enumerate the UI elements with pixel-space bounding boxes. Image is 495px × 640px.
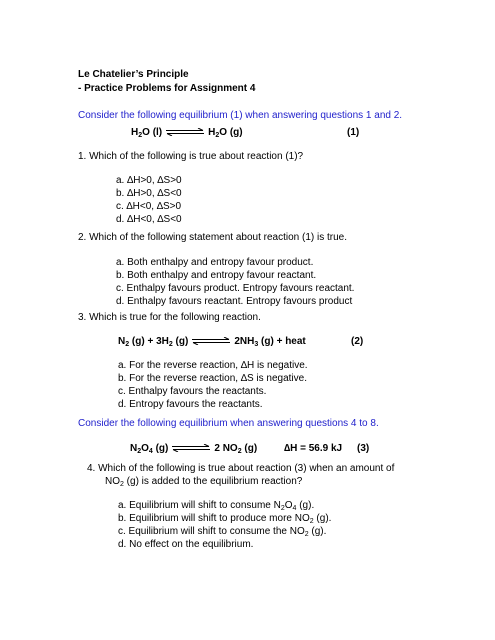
q2-option-b: b. Both enthalpy and entropy favour reactant.	[116, 270, 317, 281]
equilibrium-arrow-icon	[172, 444, 210, 452]
page-subtitle: - Practice Problems for Assignment 4	[78, 83, 256, 94]
question-3: 3. Which is true for the following reaction.	[78, 312, 261, 323]
intro-equilibrium-2: Consider the following equilibrium when answering questions 4 to 8.	[78, 418, 379, 429]
equation-2: $N_2$ $(g) + 3H_2$ (g) $2NH_3$ (g) + heat	[118, 336, 306, 348]
equation-1-number: (1)	[347, 127, 360, 138]
page-title: Le Chatelier’s Principle	[78, 69, 189, 80]
q3-option-c: c. Enthalpy favours the reactants.	[118, 386, 267, 397]
question-1: 1. Which of the following is true about reaction (1)?	[78, 151, 304, 162]
equilibrium-arrow-icon	[192, 337, 230, 345]
equation-3: $N_2O_4$ (g) 2 $NO_2$ (g)	[130, 443, 258, 455]
q1-option-c: c. ∆H<0, ∆S>0	[116, 201, 182, 212]
q4-option-c: c. Equilibrium will shift to consume the $NO_2$ (g).	[118, 526, 327, 538]
q2-option-d: d. Enthalpy favours reactant. Entropy favours product	[116, 296, 353, 307]
q1-option-a: a. ∆H>0, ∆S>0	[116, 175, 182, 186]
equation-3-enthalpy: ∆H = 56.9 kJ	[284, 443, 343, 454]
question-2: 2. Which of the following statement about reaction (1) is true.	[78, 232, 348, 243]
equilibrium-arrow-icon	[166, 128, 204, 136]
q1-option-b: b. ∆H>0, ∆S<0	[116, 188, 182, 199]
question-4: 4. Which of the following is true about reaction (3) when an amount of	[87, 463, 395, 474]
q1-option-d: d. ∆H<0, ∆S<0	[116, 214, 182, 225]
intro-equilibrium-1: Consider the following equilibrium (1) when answering questions 1 and 2.	[78, 110, 403, 121]
equation-2-number: (2)	[351, 336, 364, 347]
question-4-line-2: $NO_2$ (g) is added to the equilibrium reaction?	[105, 476, 303, 488]
q3-option-b: b. For the reverse reaction, ∆S is negative.	[118, 373, 307, 384]
q3-option-a: a. For the reverse reaction, ∆H is negative.	[118, 360, 308, 371]
q2-option-a: a. Both enthalpy and entropy favour product.	[116, 257, 314, 268]
q2-option-c: c. Enthalpy favours product. Entropy favours reactant.	[116, 283, 355, 294]
equation-3-number: (3)	[357, 443, 370, 454]
q3-option-d: d. Entropy favours the reactants.	[118, 399, 263, 410]
q4-option-a: a. Equilibrium will shift to consume $N_2O_4$ (g).	[118, 500, 315, 512]
q4-option-b: b. Equilibrium will shift to produce more $NO_2$ (g).	[118, 513, 332, 525]
q4-option-d: d. No effect on the equilibrium.	[118, 539, 254, 550]
equation-1: $H_2O$ (l) $H_2O$ (g)	[131, 127, 243, 139]
